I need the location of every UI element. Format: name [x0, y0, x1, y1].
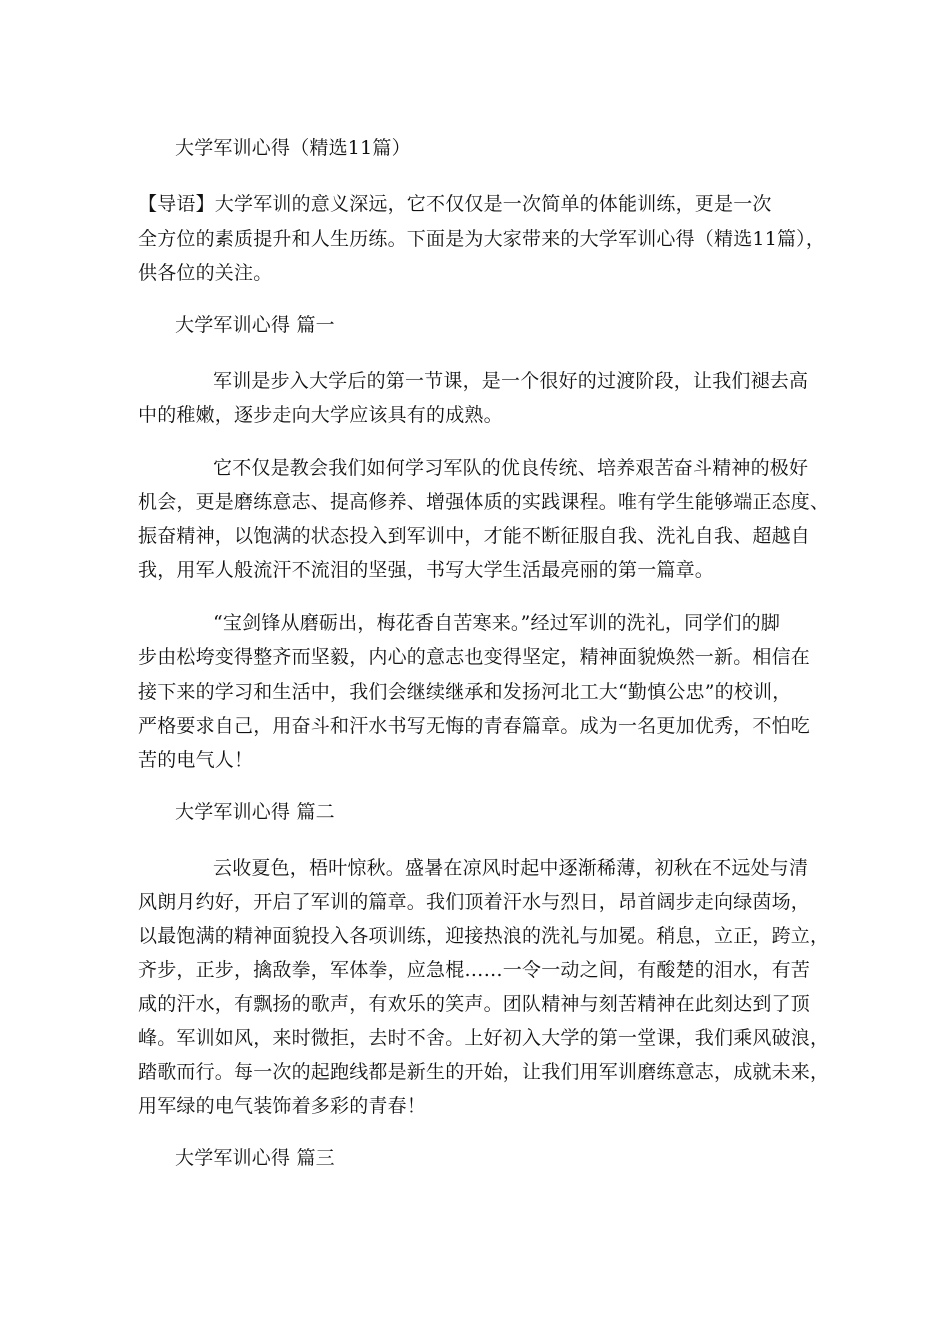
- paragraph-line: 苦的电气人！: [138, 749, 254, 771]
- paragraph-line: 振奋精神，以饱满的状态投入到军训中，才能不断征服自我、洗礼自我、超越自: [138, 525, 811, 547]
- section-heading: 大学军训心得 篇三: [175, 1147, 335, 1169]
- intro-line: 供各位的关注。: [138, 262, 273, 284]
- document-title: 大学军训心得（精选11篇）: [175, 137, 411, 159]
- intro-line: 全方位的素质提升和人生历练。下面是为大家带来的大学军训心得（精选11篇），: [138, 228, 826, 250]
- paragraph-line: 严格要求自己，用奋斗和汗水书写无悔的青春篇章。成为一名更加优秀，不怕吃: [138, 715, 811, 737]
- paragraph-line: 中的稚嫩，逐步走向大学应该具有的成熟。: [138, 404, 503, 426]
- paragraph-line: 机会，更是磨练意志、提高修养、增强体质的实践课程。唯有学生能够端正态度、: [138, 491, 830, 513]
- paragraph-line: 云收夏色，梧叶惊秋。盛暑在凉风时起中逐渐稀薄，初秋在不远处与清: [213, 857, 809, 879]
- paragraph-line: “宝剑锋从磨砺出，梅花香自苦寒来。”经过军训的洗礼，同学们的脚: [213, 612, 781, 634]
- paragraph-line: 峰。军训如风，来时微拒，去时不舍。上好初入大学的第一堂课，我们乘风破浪，: [138, 1027, 830, 1049]
- paragraph-line: 以最饱满的精神面貌投入各项训练，迎接热浪的洗礼与加冕。稍息，立正，跨立，: [138, 925, 830, 947]
- paragraph-line: 用军绿的电气装饰着多彩的青春！: [138, 1095, 427, 1117]
- intro-line: 【导语】大学军训的意义深远，它不仅仅是一次简单的体能训练，更是一次: [138, 193, 772, 215]
- paragraph-line: 军训是步入大学后的第一节课，是一个很好的过渡阶段，让我们褪去高: [213, 370, 809, 392]
- paragraph-line: 齐步，正步，擒敌拳，军体拳，应急棍……一令一动之间，有酸楚的泪水，有苦: [138, 959, 811, 981]
- paragraph-line: 接下来的学习和生活中，我们会继续继承和发扬河北工大“勤慎公忠”的校训，: [138, 681, 792, 703]
- paragraph-line: 风朗月约好，开启了军训的篇章。我们顶着汗水与烈日，昂首阔步走向绿茵场，: [138, 891, 811, 913]
- paragraph-line: 踏歌而行。每一次的起跑线都是新生的开始，让我们用军训磨练意志，成就未来，: [138, 1061, 830, 1083]
- section-heading: 大学军训心得 篇一: [175, 314, 335, 336]
- paragraph-line: 步由松垮变得整齐而坚毅，内心的意志也变得坚定，精神面貌焕然一新。相信在: [138, 646, 811, 668]
- paragraph-line: 它不仅是教会我们如何学习军队的优良传统、培养艰苦奋斗精神的极好: [213, 457, 809, 479]
- section-heading: 大学军训心得 篇二: [175, 801, 335, 823]
- paragraph-line: 我，用军人般流汗不流泪的坚强，书写大学生活最亮丽的第一篇章。: [138, 559, 715, 581]
- paragraph-line: 咸的汗水，有飘扬的歌声，有欢乐的笑声。团队精神与刻苦精神在此刻达到了顶: [138, 993, 811, 1015]
